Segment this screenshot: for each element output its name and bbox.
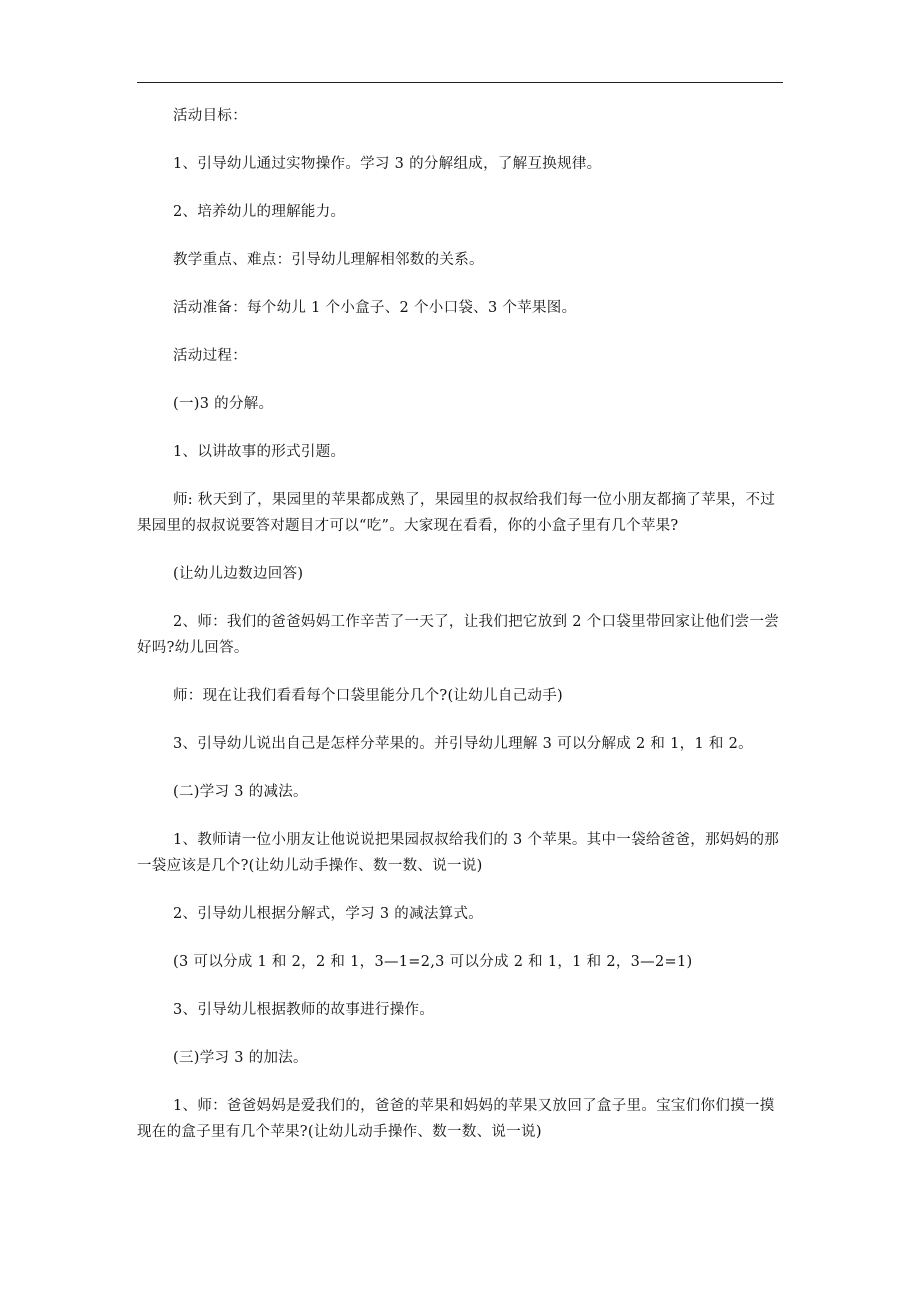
heading-activity-goals: 活动目标： <box>173 108 247 124</box>
section-1-step-1: 1、以讲故事的形式引题。 <box>173 444 346 460</box>
section-2-step-2: 2、引导幼儿根据分解式，学习 3 的减法算式。 <box>173 906 484 922</box>
children-answer-note: (让幼儿边数边回答) <box>173 566 304 582</box>
section-3-step-1: 1、师：爸爸妈妈是爱我们的，爸爸的苹果和妈妈的苹果又放回了盒子里。宝宝们你们摸一摸现在的盒子里有几个苹果?(让幼儿动手操作、数一数、说一说) <box>137 1098 775 1140</box>
section-2-step-1: 1、教师请一位小朋友让他说说把果园叔叔给我们的 3 个苹果。其中一袋给爸爸，那妈妈的那一袋应该是几个?(让幼儿动手操作、数一数、说一说) <box>137 832 780 874</box>
section-1-title: (一)3 的分解。 <box>173 396 274 412</box>
section-2-title: (二)学习 3 的减法。 <box>173 784 308 800</box>
subtraction-examples: (3 可以分成 1 和 2，2 和 1，3—1=2,3 可以分成 2 和 1，1 和 2，3—2=1) <box>173 954 693 970</box>
document-body <box>137 103 783 1145</box>
key-points: 教学重点、难点：引导幼儿理解相邻数的关系。 <box>173 252 484 268</box>
goal-item-1: 1、引导幼儿通过实物操作。学习 3 的分解组成，了解互换规律。 <box>173 156 602 172</box>
heading-process: 活动过程： <box>173 348 247 364</box>
preparation: 活动准备：每个幼儿 1 个小盒子、2 个小口袋、3 个苹果图。 <box>173 300 577 316</box>
teacher-question: 师：现在让我们看看每个口袋里能分几个?(让幼儿自己动手) <box>173 688 563 704</box>
section-1-step-2: 2、师：我们的爸爸妈妈工作辛苦了一天了，让我们把它放到 2 个口袋里带回家让他们尝一尝好吗?幼儿回答。 <box>137 614 780 656</box>
header-rule <box>137 82 783 83</box>
section-1-step-3: 3、引导幼儿说出自己是怎样分苹果的。并引导幼儿理解 3 可以分解成 2 和 1，1 和 2。 <box>173 736 753 752</box>
teacher-story-paragraph: 师: 秋天到了，果园里的苹果都成熟了，果园里的叔叔给我们每一位小朋友都摘了苹果，不过果园里的叔叔说要答对题目才可以“吃”。大家现在看看，你的小盒子里有几个苹果? <box>137 492 776 534</box>
section-2-step-3: 3、引导幼儿根据教师的故事进行操作。 <box>173 1002 435 1018</box>
section-3-title: (三)学习 3 的加法。 <box>173 1050 308 1066</box>
goal-item-2: 2、培养幼儿的理解能力。 <box>173 204 346 220</box>
